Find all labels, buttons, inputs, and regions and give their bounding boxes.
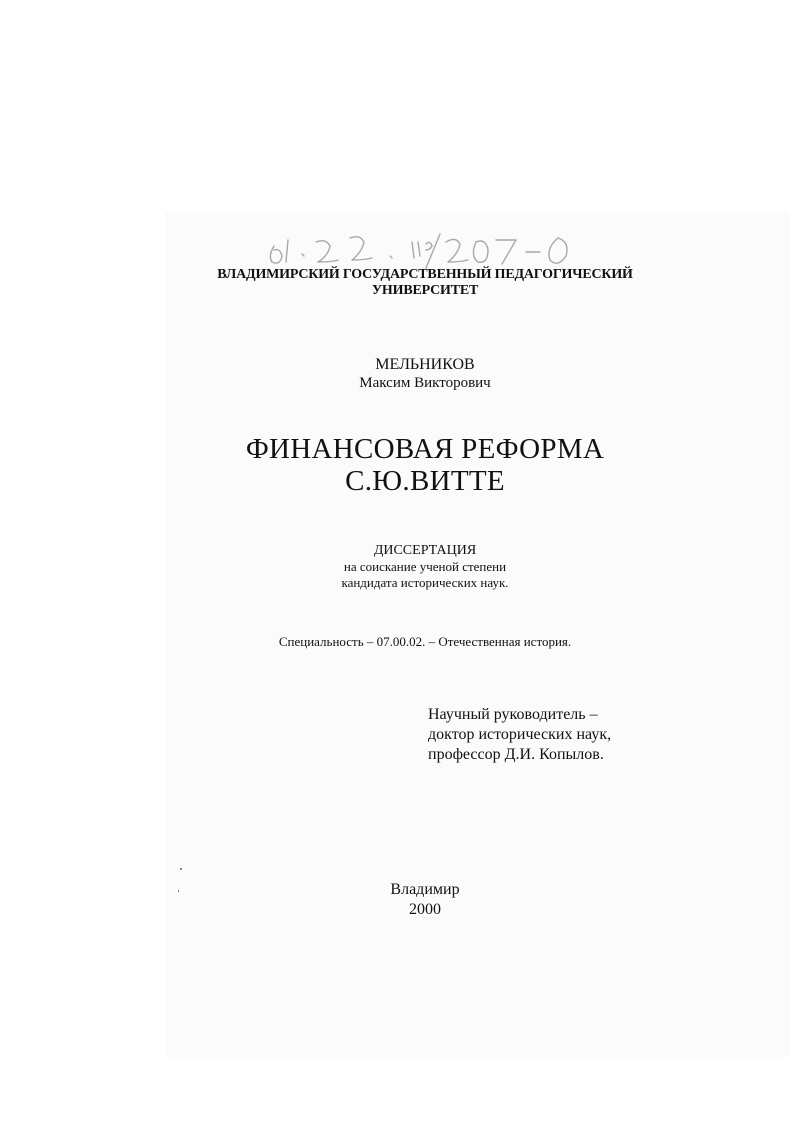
year: 2000 — [409, 901, 441, 918]
advisor-line-2: доктор исторических наук, — [428, 726, 612, 743]
scan-speck — [180, 868, 182, 870]
university-line-1: ВЛАДИМИРСКИЙ ГОСУДАРСТВЕННЫЙ ПЕДАГОГИЧЕСКИЙ — [217, 267, 633, 282]
title-line-1: ФИНАНСОВАЯ РЕФОРМА — [245, 433, 605, 465]
city: Владимир — [390, 881, 460, 898]
university-name — [165, 267, 685, 299]
dissertation-title — [165, 433, 685, 497]
author-given-names: Максим Викторович — [359, 375, 491, 391]
dissertation-degree-line-2: кандидата исторических наук. — [341, 575, 509, 590]
advisor-line-1: Научный руководитель – — [428, 706, 598, 723]
scan-speck — [178, 890, 179, 892]
dissertation-block — [165, 543, 685, 591]
place-and-year — [165, 880, 685, 920]
scientific-advisor — [428, 705, 611, 765]
dissertation-label: ДИССЕРТАЦИЯ — [373, 543, 477, 558]
handwritten-catalog-stamp — [240, 212, 600, 272]
dissertation-degree-line-1: на соискание ученой степени — [343, 559, 507, 574]
advisor-line-3: профессор Д.И. Копылов. — [428, 746, 604, 763]
specialty-line: Специальность – 07.00.02. – Отечественная история. — [278, 634, 572, 649]
university-line-2: УНИВЕРСИТЕТ — [371, 283, 479, 298]
author-surname: МЕЛЬНИКОВ — [375, 356, 475, 373]
title-line-2: С.Ю.ВИТТЕ — [345, 465, 505, 497]
